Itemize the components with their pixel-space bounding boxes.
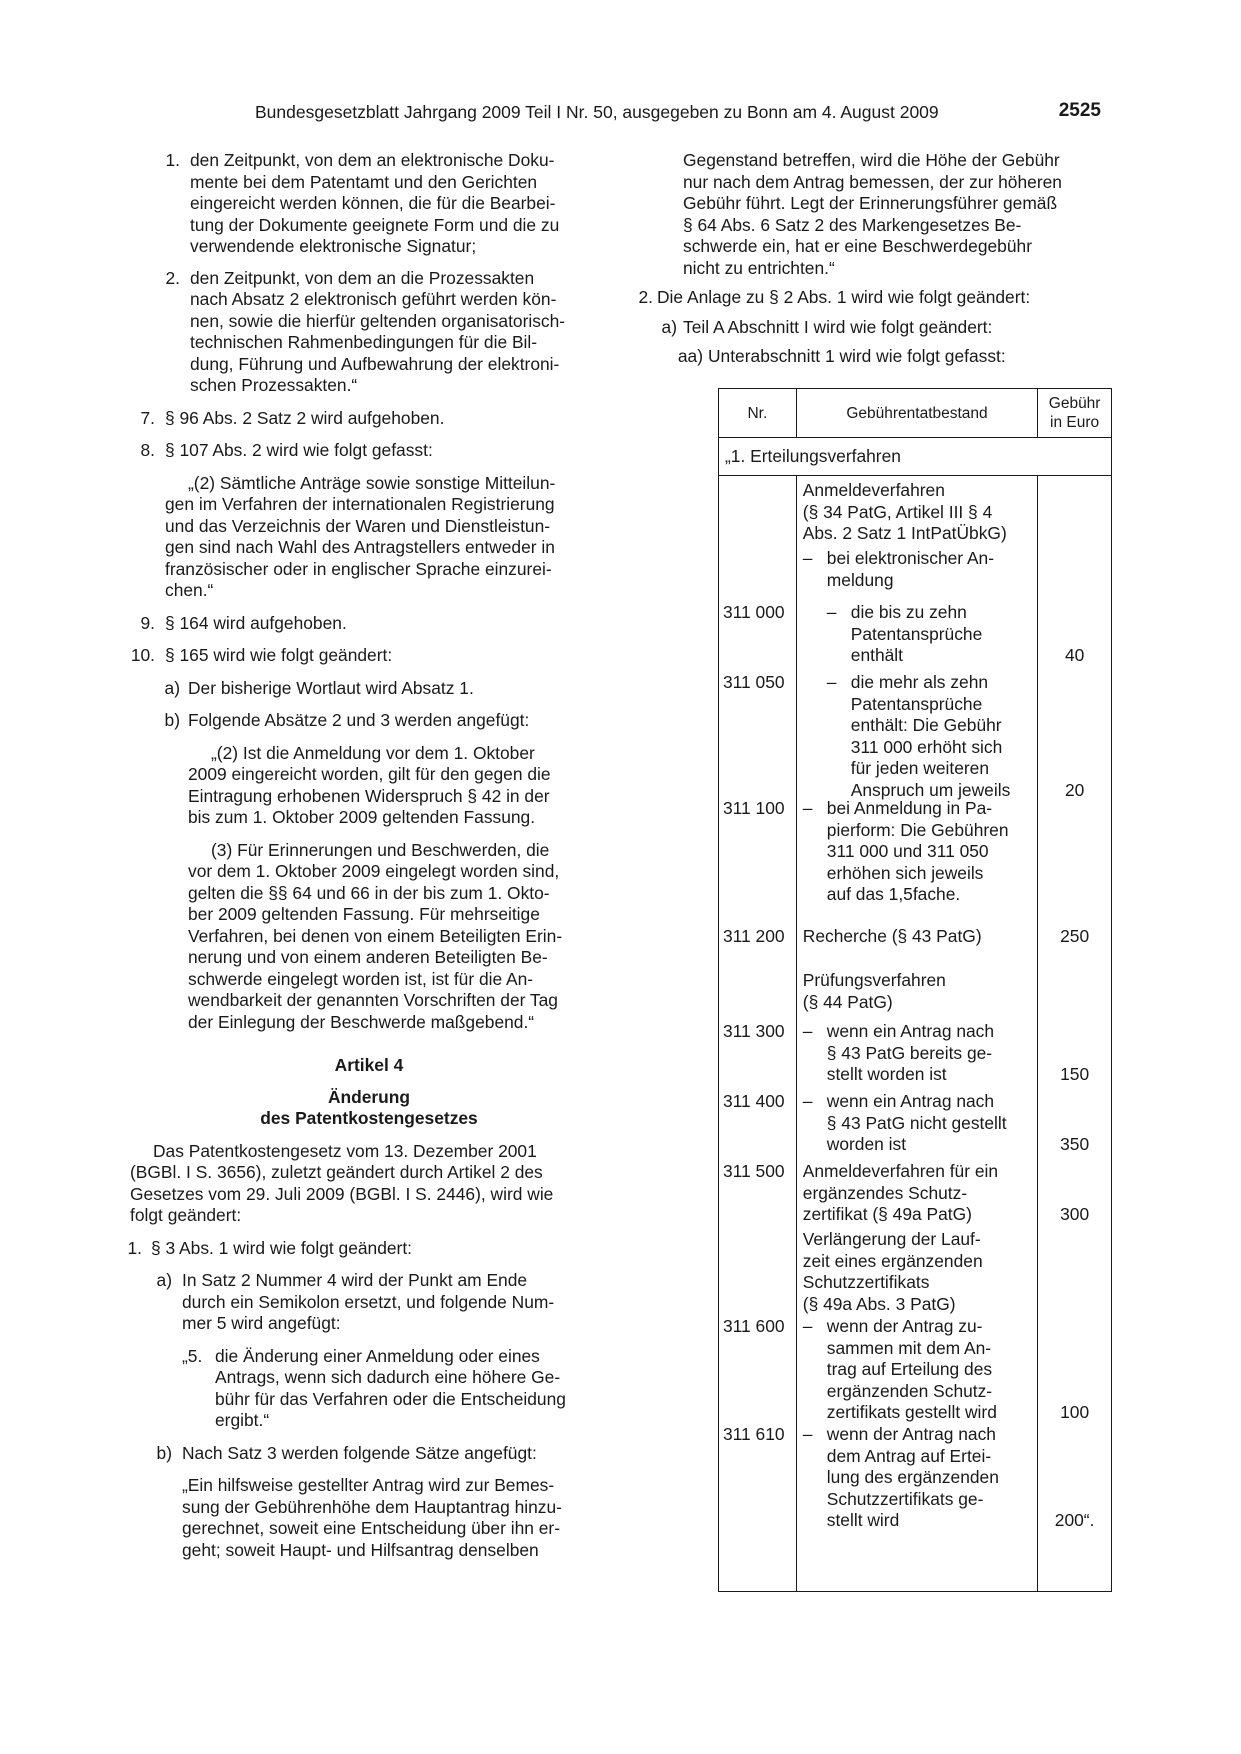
fee-description bbox=[803, 1091, 1033, 1156]
text-line: stellt worden ist bbox=[826, 1064, 947, 1084]
text-line: folgt geändert: bbox=[130, 1205, 242, 1225]
list-item bbox=[633, 346, 1111, 368]
fee-number: 311 500 bbox=[723, 1161, 785, 1181]
text-line: bei Anmeldung in Pa- bbox=[826, 798, 993, 818]
dash-marker: – bbox=[802, 798, 813, 818]
text-line: ergänzenden Schutz- bbox=[826, 1380, 993, 1401]
text-line: zertifikat (§ 49a PatG) bbox=[802, 1204, 972, 1224]
paragraph: § 96 Abs. 2 Satz 2 wird aufgehoben. bbox=[165, 407, 445, 428]
running-title: Bundesgesetzblatt Jahrgang 2009 Teil I Nr. 50, ausgegeben zu Bonn am 4. August 2009 bbox=[255, 102, 939, 122]
text-line: schwerde eingelegt worden ist, ist für die An- bbox=[188, 968, 534, 989]
text-line: chen.“ bbox=[165, 580, 214, 600]
paragraph: Unterabschnitt 1 wird wie folgt gefasst: bbox=[708, 346, 1006, 366]
text-line: eingereicht werden können, die für die Bearbei- bbox=[190, 193, 556, 213]
text-line: worden ist bbox=[826, 1134, 907, 1154]
item-number: „5. bbox=[182, 1345, 203, 1366]
text-line: erhöhen sich jeweils bbox=[826, 862, 984, 883]
dash-marker: – bbox=[802, 1424, 813, 1444]
fee-amount: 100 bbox=[1060, 1402, 1090, 1422]
fee-description bbox=[827, 672, 1033, 801]
text-line: gen im Verfahren der internationalen Registrierung bbox=[165, 494, 555, 514]
text-line: verwendende elektronische Signatur; bbox=[190, 236, 477, 256]
fee-number: 311 000 bbox=[723, 602, 785, 622]
quote-block bbox=[130, 743, 608, 829]
section-title: „1. Erteilungsverfahren bbox=[719, 438, 1112, 476]
text-line: meldung bbox=[826, 569, 894, 590]
list-item bbox=[130, 408, 608, 430]
item-number: 2. bbox=[638, 287, 653, 307]
text-line: bis zum 1. Oktober 2009 geltenden Fassung. bbox=[188, 807, 536, 827]
text-line: den Zeitpunkt, von dem an die Prozessakten bbox=[190, 267, 535, 288]
tatbestand-column bbox=[796, 476, 1037, 1592]
header-line: in Euro bbox=[1050, 414, 1100, 431]
text-line: sammen mit dem An- bbox=[826, 1337, 992, 1358]
list-item bbox=[633, 287, 1111, 309]
dash-marker: – bbox=[826, 602, 837, 622]
paragraph bbox=[190, 150, 608, 258]
fee-number: 311 050 bbox=[723, 672, 785, 692]
text-line: (§ 49a Abs. 3 PatG) bbox=[802, 1293, 956, 1314]
text-line: In Satz 2 Nummer 4 wird der Punkt am Ende bbox=[182, 1270, 528, 1290]
text-line: wenn ein Antrag nach bbox=[826, 1021, 995, 1041]
text-line: durch ein Semikolon ersetzt, und folgende Num- bbox=[182, 1291, 555, 1312]
fee-amount: 150 bbox=[1060, 1064, 1090, 1084]
text-line: schen Prozessakten.“ bbox=[190, 375, 358, 395]
text-line: nur nach dem Antrag bemessen, der zur höheren bbox=[683, 171, 1062, 192]
fee-description bbox=[827, 602, 1033, 667]
fee-description bbox=[803, 1021, 1033, 1086]
item-number: 7. bbox=[140, 407, 155, 428]
paragraph: § 164 wird aufgehoben. bbox=[165, 612, 347, 633]
text-line: Anspruch um jeweils bbox=[850, 779, 1011, 800]
text-line: sung der Gebührenhöhe dem Hauptantrag hinzu- bbox=[182, 1496, 562, 1517]
paragraph: Nach Satz 3 werden folgende Sätze angefügt: bbox=[182, 1442, 537, 1463]
fee-number: 311 200 bbox=[723, 926, 785, 946]
item-number: 1. bbox=[165, 150, 180, 170]
text-line: wenn der Antrag zu- bbox=[826, 1316, 983, 1336]
dash-marker: – bbox=[802, 1091, 813, 1111]
fee-amount: 20 bbox=[1064, 779, 1085, 800]
text-line: 311 000 erhöht sich bbox=[850, 736, 1003, 757]
text-line: pierform: Die Gebühren bbox=[826, 819, 1009, 840]
text-line: Anmeldeverfahren für ein bbox=[802, 1161, 999, 1181]
text-line: nerung und von einem anderen Beteiligten Be- bbox=[188, 947, 548, 967]
paragraph: Folgende Absätze 2 und 3 werden angefügt: bbox=[188, 710, 530, 730]
list-item bbox=[130, 1443, 608, 1465]
text-line: Eintragung erhobenen Widerspruch § 42 in der bbox=[188, 785, 550, 806]
text-line: Prüfungsverfahren bbox=[802, 970, 946, 990]
fee-number: 311 300 bbox=[723, 1021, 785, 1041]
header-line: Gebühr bbox=[1048, 395, 1101, 412]
paragraph bbox=[190, 268, 608, 397]
fee-description bbox=[803, 1424, 1033, 1532]
text-line: „(2) Ist die Anmeldung vor dem 1. Oktober bbox=[211, 742, 535, 763]
fee-amount: 250 bbox=[1060, 926, 1090, 946]
text-line: (§ 34 PatG, Artikel III § 4 bbox=[802, 501, 993, 522]
list-item bbox=[130, 1346, 608, 1432]
text-line: Abs. 2 Satz 1 IntPatÜbkG) bbox=[802, 523, 1007, 543]
dash-marker: – bbox=[826, 672, 837, 692]
column-header-tatbestand: Gebührentatbestand bbox=[796, 389, 1037, 438]
paragraph: § 107 Abs. 2 wird wie folgt gefasst: bbox=[165, 440, 433, 460]
nr-column bbox=[719, 476, 797, 1592]
dash-marker: – bbox=[802, 548, 813, 568]
text-line: die mehr als zehn bbox=[850, 672, 989, 692]
fee-description bbox=[803, 480, 1033, 545]
left-column bbox=[127, 150, 608, 1561]
text-line: nach Absatz 2 elektronisch geführt werden kön- bbox=[190, 289, 557, 309]
text-line: nicht zu entrichten.“ bbox=[683, 257, 835, 278]
text-line: Patentansprüche bbox=[850, 623, 983, 644]
paragraph: Der bisherige Wortlaut wird Absatz 1. bbox=[188, 677, 474, 698]
right-column bbox=[633, 150, 1111, 368]
text-line: ergibt.“ bbox=[215, 1410, 270, 1430]
text-line: mer 5 wird angefügt: bbox=[182, 1313, 341, 1333]
text-line: schwerde ein, hat er eine Beschwerdegebühr bbox=[683, 236, 1032, 256]
text-line: Recherche (§ 43 PatG) bbox=[802, 926, 982, 946]
text-line: zeit eines ergänzenden bbox=[802, 1250, 983, 1271]
fee-amount: 200“. bbox=[1054, 1510, 1095, 1530]
text-line: technischen Rahmenbedingungen für die Bil- bbox=[190, 332, 538, 352]
list-item bbox=[633, 317, 1111, 339]
item-number: b) bbox=[156, 1442, 172, 1463]
fee-description bbox=[803, 548, 1033, 591]
text-line: Schutzzertifikats bbox=[802, 1272, 930, 1292]
fee-number: 311 100 bbox=[723, 798, 785, 818]
fee-table bbox=[718, 388, 1112, 1592]
text-line: Verfahren, bei denen von einem Beteiligten Erin- bbox=[188, 925, 563, 946]
text-line: bei elektronischer An- bbox=[826, 548, 995, 568]
text-line: die bis zu zehn bbox=[850, 602, 967, 622]
dash-marker: – bbox=[802, 1316, 813, 1336]
text-line: bühr für das Verfahren oder die Entscheidung bbox=[215, 1388, 566, 1409]
list-item bbox=[130, 678, 608, 700]
text-line: Gesetzes vom 29. Juli 2009 (BGBl. I S. 2446), wird wie bbox=[130, 1183, 554, 1204]
text-line: dem Antrag auf Ertei- bbox=[826, 1445, 992, 1466]
fee-amount: 300 bbox=[1060, 1204, 1090, 1224]
text-line: tung der Dokumente geeignete Form und die zu bbox=[190, 214, 560, 235]
fee-number: 311 400 bbox=[723, 1091, 785, 1111]
paragraph: § 165 wird wie folgt geändert: bbox=[165, 645, 393, 665]
fee-description bbox=[803, 1161, 1033, 1226]
list-item bbox=[130, 440, 608, 462]
text-line: 311 000 und 311 050 bbox=[826, 841, 989, 861]
text-line: § 64 Abs. 6 Satz 2 des Markengesetzes Be- bbox=[683, 214, 1022, 235]
text-line: geht; soweit Haupt- und Hilfsantrag denselben bbox=[182, 1539, 539, 1560]
text-line: dung, Führung und Aufbewahrung der elektroni- bbox=[190, 353, 560, 374]
text-line: Gebühr führt. Legt der Erinnerungsführer gemäß bbox=[683, 193, 1058, 213]
paragraph: Teil A Abschnitt I wird wie folgt geändert: bbox=[683, 316, 993, 337]
text-line: gelten die §§ 64 und 66 in der bis zum 1. Okto- bbox=[188, 882, 550, 903]
text-line: zertifikats gestellt wird bbox=[826, 1402, 997, 1422]
text-line: wenn ein Antrag nach bbox=[826, 1091, 995, 1111]
text-line: enthält bbox=[850, 645, 903, 665]
text-line: für jeden weiteren bbox=[850, 758, 990, 778]
quote-block bbox=[130, 840, 608, 1034]
text-line: Antrags, wenn sich dadurch eine höhere Ge- bbox=[215, 1367, 561, 1387]
text-line: 2009 eingereicht worden, gilt für den gegen die bbox=[188, 764, 551, 784]
text-line: Patentansprüche bbox=[850, 693, 983, 714]
list-item bbox=[130, 645, 608, 667]
fee-number: 311 610 bbox=[723, 1424, 785, 1444]
page-number: 2525 bbox=[1058, 100, 1101, 121]
paragraph bbox=[633, 150, 1111, 279]
article-heading: Artikel 4 bbox=[334, 1055, 404, 1075]
text-line: § 43 PatG bereits ge- bbox=[826, 1042, 993, 1063]
table-body-row bbox=[719, 476, 1112, 1592]
text-line: „(2) Sämtliche Anträge sowie sonstige Mitteilun- bbox=[188, 472, 556, 493]
fee-description bbox=[803, 1316, 1033, 1424]
text-line: Gegenstand betreffen, wird die Höhe der Gebühr bbox=[683, 150, 1060, 170]
fee-number: 311 600 bbox=[723, 1316, 785, 1336]
text-line: die Änderung einer Anmeldung oder eines bbox=[215, 1345, 540, 1366]
text-line: der Einlegung der Beschwerde maßgebend.“ bbox=[188, 1011, 535, 1032]
text-line: nen, sowie die hierfür geltenden organisatorisch- bbox=[190, 310, 566, 331]
text-line: wenn der Antrag nach bbox=[826, 1424, 996, 1444]
list-item bbox=[130, 613, 608, 635]
text-line: Anmeldeverfahren bbox=[802, 480, 945, 500]
article-subtitle: Änderung bbox=[327, 1086, 411, 1107]
text-line: stellt wird bbox=[826, 1510, 900, 1530]
text-line: gerechnet, soweit eine Entscheidung über ihn er- bbox=[182, 1518, 561, 1538]
article-subtitle: des Patentkostengesetzes bbox=[260, 1108, 478, 1128]
text-line: wendbarkeit der genannten Vorschriften der Tag bbox=[188, 990, 558, 1010]
text-line: (3) Für Erinnerungen und Beschwerden, die bbox=[211, 839, 550, 860]
table-header-row bbox=[719, 389, 1112, 438]
dash-marker: – bbox=[802, 1021, 813, 1041]
list-item bbox=[130, 268, 608, 397]
nr-cells bbox=[719, 476, 796, 1591]
text-line: Das Patentkostengesetz vom 13. Dezember 2001 bbox=[153, 1140, 537, 1161]
text-line: § 43 PatG nicht gestellt bbox=[826, 1112, 1007, 1133]
intro-paragraph bbox=[130, 1141, 608, 1227]
list-item bbox=[130, 1270, 608, 1335]
text-line: (§ 44 PatG) bbox=[802, 991, 893, 1012]
paragraph: Die Anlage zu § 2 Abs. 1 wird wie folgt geändert: bbox=[657, 287, 1031, 307]
quote-block bbox=[130, 1475, 608, 1561]
text-line: ergänzendes Schutz- bbox=[802, 1182, 968, 1203]
item-number: 9. bbox=[140, 612, 155, 633]
item-number: a) bbox=[156, 1270, 172, 1290]
item-number: 8. bbox=[140, 440, 155, 460]
text-line: (BGBl. I S. 3656), zuletzt geändert durch Artikel 2 des bbox=[130, 1162, 543, 1182]
quote-block bbox=[130, 473, 608, 602]
fee-cells bbox=[1038, 476, 1111, 1591]
fee-amount: 40 bbox=[1064, 645, 1085, 665]
text-line: französischer oder in englischer Sprache einzurei- bbox=[165, 558, 552, 579]
paragraph: § 3 Abs. 1 wird wie folgt geändert: bbox=[151, 1237, 413, 1258]
item-number: 1. bbox=[127, 1237, 142, 1258]
fee-description bbox=[803, 798, 1033, 906]
fee-description bbox=[803, 970, 1033, 1013]
item-number: b) bbox=[164, 710, 180, 730]
text-line: Verlängerung der Lauf- bbox=[802, 1229, 981, 1249]
table-section-row bbox=[719, 438, 1112, 476]
text-line: gen sind nach Wahl des Antragstellers entweder in bbox=[165, 537, 555, 557]
list-item bbox=[127, 1237, 608, 1260]
text-line: vor dem 1. Oktober 2009 eingelegt worden sind, bbox=[188, 861, 560, 881]
item-number: a) bbox=[661, 316, 677, 337]
column-header-gebuehr bbox=[1038, 389, 1112, 438]
text-line: „Ein hilfsweise gestellter Antrag wird zur Bemes- bbox=[182, 1475, 555, 1495]
text-line: ber 2009 geltenden Fassung. Für mehrseitige bbox=[188, 904, 540, 924]
list-item bbox=[130, 150, 608, 258]
text-line: Schutzzertifikats ge- bbox=[826, 1488, 984, 1509]
fee-description bbox=[803, 1229, 1033, 1315]
fee-amount: 350 bbox=[1060, 1134, 1090, 1154]
item-number: 10. bbox=[130, 645, 155, 665]
column-header-nr: Nr. bbox=[719, 389, 797, 438]
text-line: enthält: Die Gebühr bbox=[850, 715, 1002, 735]
fee-column bbox=[1038, 476, 1112, 1592]
item-number: aa) bbox=[677, 346, 703, 366]
text-line: auf das 1,5fache. bbox=[826, 884, 961, 904]
list-item bbox=[130, 710, 608, 732]
text-line: und das Verzeichnis der Waren und Dienstleistun- bbox=[165, 515, 551, 536]
item-number: a) bbox=[164, 677, 180, 698]
fee-description bbox=[803, 926, 1033, 948]
tatbestand-cells bbox=[797, 476, 1037, 1591]
text-line: den Zeitpunkt, von dem an elektronische Doku- bbox=[190, 150, 555, 170]
text-line: trag auf Erteilung des bbox=[826, 1359, 993, 1379]
page-header bbox=[255, 100, 1101, 130]
text-line: lung des ergänzenden bbox=[826, 1467, 999, 1487]
text-line: mente bei dem Patentamt und den Gerichten bbox=[190, 171, 538, 192]
item-number: 2. bbox=[165, 267, 180, 288]
